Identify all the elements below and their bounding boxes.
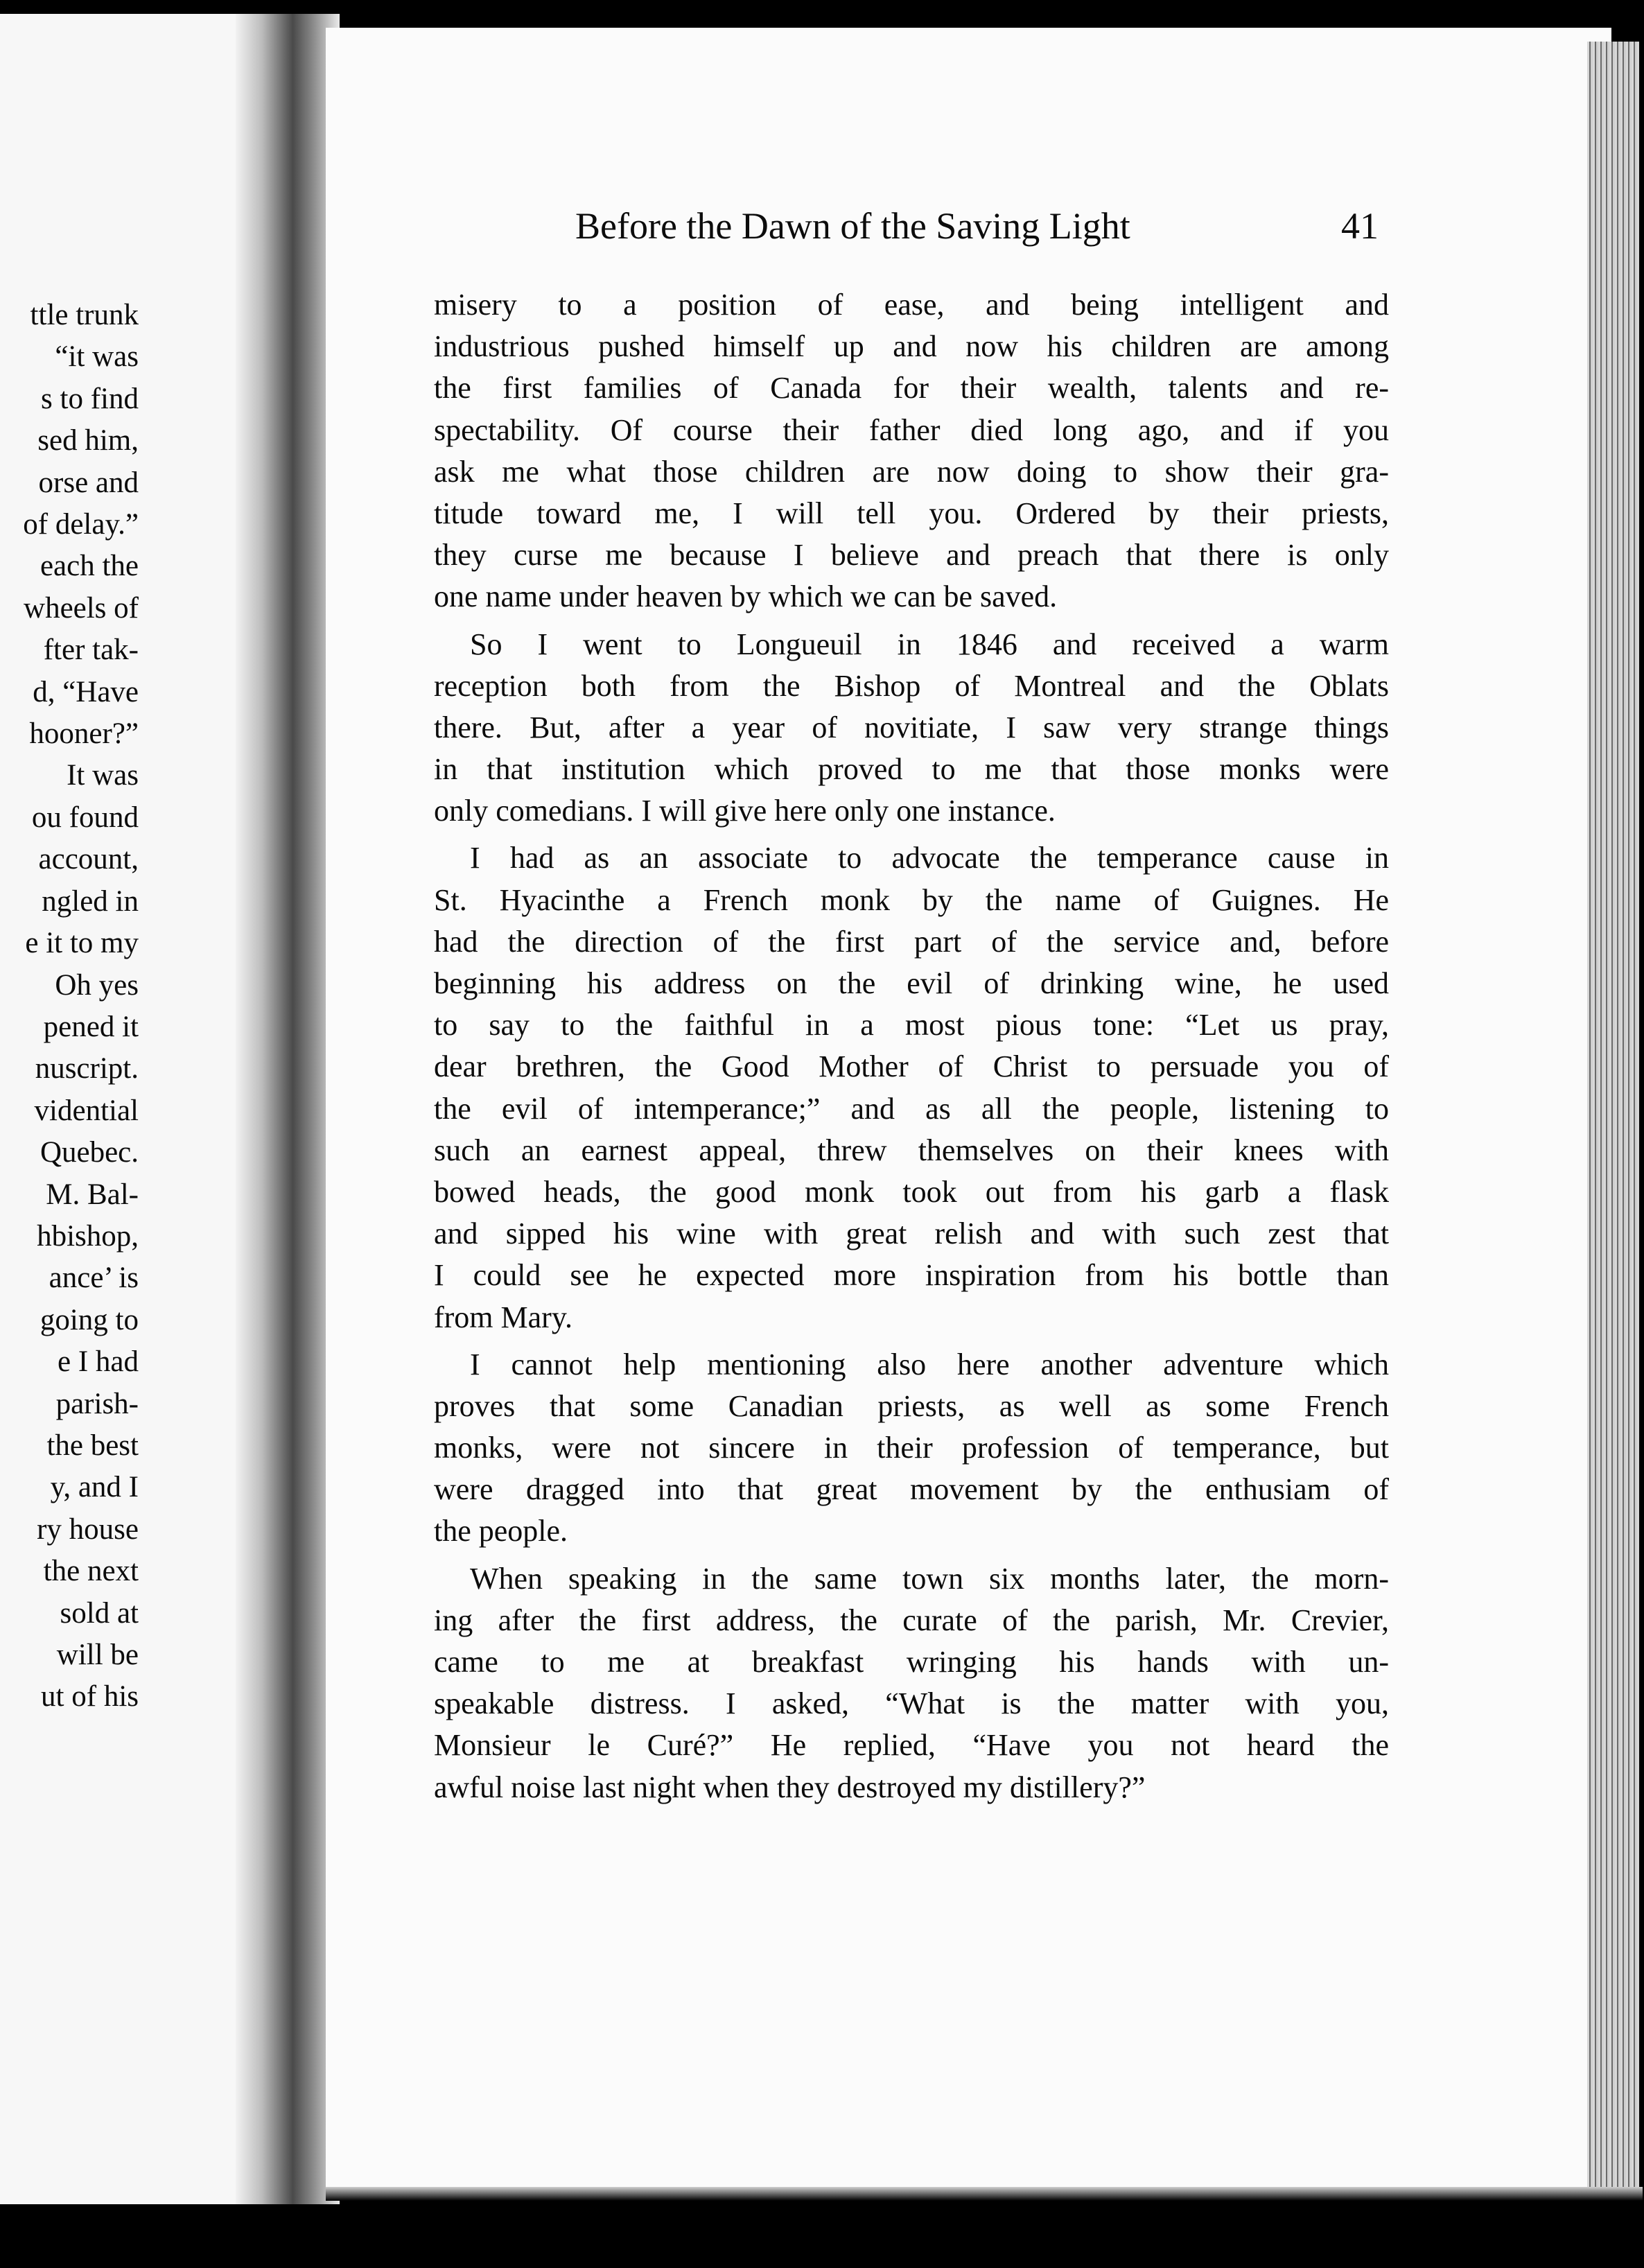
previous-page-line: It was xyxy=(67,759,139,792)
previous-page-line: ry house xyxy=(37,1512,139,1546)
previous-page-text xyxy=(23,295,139,1718)
text-line: the first families of Canada for their wealth, talents and re- xyxy=(434,371,1389,405)
previous-page-line: ngled in xyxy=(42,884,139,918)
previous-page-line: ou found xyxy=(31,801,139,834)
text-line: I could see he expected more inspiration from his bottle than xyxy=(434,1258,1389,1293)
previous-page-line: y, and I xyxy=(50,1471,139,1504)
previous-page-line: wheels of xyxy=(24,591,139,625)
previous-page-line: sed him, xyxy=(37,424,139,457)
page-bottom-shadow xyxy=(326,2187,1643,2201)
text-line: from Mary. xyxy=(434,1300,572,1334)
text-line: dear brethren, the Good Mother of Christ to persuade you of xyxy=(434,1049,1389,1084)
text-line: reception both from the Bishop of Montreal and the Oblats xyxy=(434,668,1389,703)
previous-page-line: orse and xyxy=(38,466,139,499)
text-line: and sipped his wine with great relish and with such zest that xyxy=(434,1216,1389,1251)
text-line: bowed heads, the good monk took out from his garb a flask xyxy=(434,1174,1389,1209)
previous-page-line: account, xyxy=(38,843,139,876)
text-line: such an earnest appeal, threw themselves on their knees with xyxy=(434,1133,1389,1167)
text-line: proves that some Canadian priests, as well as some French xyxy=(434,1388,1389,1423)
text-line: came to me at breakfast wringing his hands with un- xyxy=(434,1645,1389,1679)
paragraph xyxy=(434,1558,1389,1808)
previous-page-line: each the xyxy=(40,550,139,583)
body-text xyxy=(434,284,1389,1808)
previous-page-line: e it to my xyxy=(25,927,139,960)
text-line: titude toward me, I will tell you. Ordered by their priests, xyxy=(434,496,1389,530)
previous-page-line: hbishop, xyxy=(37,1219,139,1253)
text-line: were dragged into that great movement by the enthusiam of xyxy=(434,1472,1389,1507)
previous-page-line: parish- xyxy=(55,1387,139,1420)
previous-page-line: ttle trunk xyxy=(30,299,139,331)
text-line: one name under heaven by which we can be saved. xyxy=(434,579,1058,614)
text-line: So I went to Longueuil in 1846 and received a warm xyxy=(470,627,1389,661)
page-edges xyxy=(1587,42,1639,2197)
previous-page-line: pened it xyxy=(43,1010,139,1043)
text-line: the people. xyxy=(434,1514,568,1549)
page-header xyxy=(0,204,1644,253)
text-line: ing after the first address, the curate of the parish, Mr. Crevier, xyxy=(434,1603,1389,1637)
text-line: beginning his address on the evil of drinking wine, he used xyxy=(434,966,1389,1000)
text-line: Monsieur le Curé?” He replied, “Have you not heard the xyxy=(434,1728,1389,1763)
previous-page-line: of delay.” xyxy=(23,508,139,541)
text-line: speakable distress. I asked, “What is the matter with you, xyxy=(434,1686,1389,1721)
text-line: I had as an associate to advocate the temperance cause in xyxy=(470,841,1389,875)
previous-page-line: going to xyxy=(40,1303,139,1336)
text-line: misery to a position of ease, and being intelligent and xyxy=(434,288,1389,322)
text-line: to say to the faithful in a most pious tone: “Let us pray, xyxy=(434,1008,1389,1043)
text-line: had the direction of the first part of the service and, before xyxy=(434,924,1389,959)
previous-page-line: e I had xyxy=(58,1345,139,1379)
page-number: 41 xyxy=(1341,205,1379,247)
previous-page-line: M. Bal- xyxy=(46,1178,139,1211)
previous-page-line: sold at xyxy=(60,1596,139,1630)
previous-page-line: the best xyxy=(46,1429,139,1462)
paragraph xyxy=(434,837,1389,1338)
text-line: only comedians. I will give here only one instance. xyxy=(434,794,1056,828)
paragraph xyxy=(434,1344,1389,1553)
text-line: When speaking in the same town six months later, the morn- xyxy=(470,1561,1389,1596)
running-head: Before the Dawn of the Saving Light xyxy=(575,205,1130,247)
previous-page-line: d, “Have xyxy=(33,675,139,708)
previous-page-line: will be xyxy=(56,1639,139,1671)
text-line: the evil of intemperance;” and as all the people, listening to xyxy=(434,1091,1389,1126)
previous-page-line: ance’ is xyxy=(49,1262,139,1295)
previous-page-line: the next xyxy=(43,1555,139,1588)
previous-page-line: vidential xyxy=(34,1094,139,1127)
text-line: I cannot help mentioning also here another adventure which xyxy=(470,1347,1389,1381)
previous-page-line: Oh yes xyxy=(55,968,139,1002)
paragraph xyxy=(434,624,1389,832)
previous-page-line: nuscript. xyxy=(35,1052,139,1085)
text-line: monks, were not sincere in their profession of temperance, but xyxy=(434,1431,1389,1465)
book-gutter-shadow xyxy=(236,14,340,2204)
text-line: St. Hyacinthe a French monk by the name of Guignes. He xyxy=(434,882,1389,917)
text-line: in that institution which proved to me that those monks were xyxy=(434,752,1389,787)
previous-page-line: Quebec. xyxy=(40,1136,139,1169)
previous-page-line: fter tak- xyxy=(43,634,139,667)
text-line: there. But, after a year of novitiate, I saw very strange things xyxy=(434,710,1389,744)
text-line: spectability. Of course their father died long ago, and if you xyxy=(434,412,1389,447)
text-line: ask me what those children are now doing to show their gra- xyxy=(434,454,1389,489)
text-line: industrious pushed himself up and now his children are among xyxy=(434,329,1389,364)
previous-page-line: s to find xyxy=(41,382,139,415)
previous-page-line: ut of his xyxy=(41,1680,139,1713)
text-line: they curse me because I believe and preach that there is only xyxy=(434,538,1389,573)
previous-page-line: hooner?” xyxy=(29,717,139,751)
text-line: awful noise last night when they destroyed my distillery?” xyxy=(434,1770,1146,1804)
paragraph xyxy=(434,284,1389,618)
previous-page-line: “it was xyxy=(55,340,139,374)
